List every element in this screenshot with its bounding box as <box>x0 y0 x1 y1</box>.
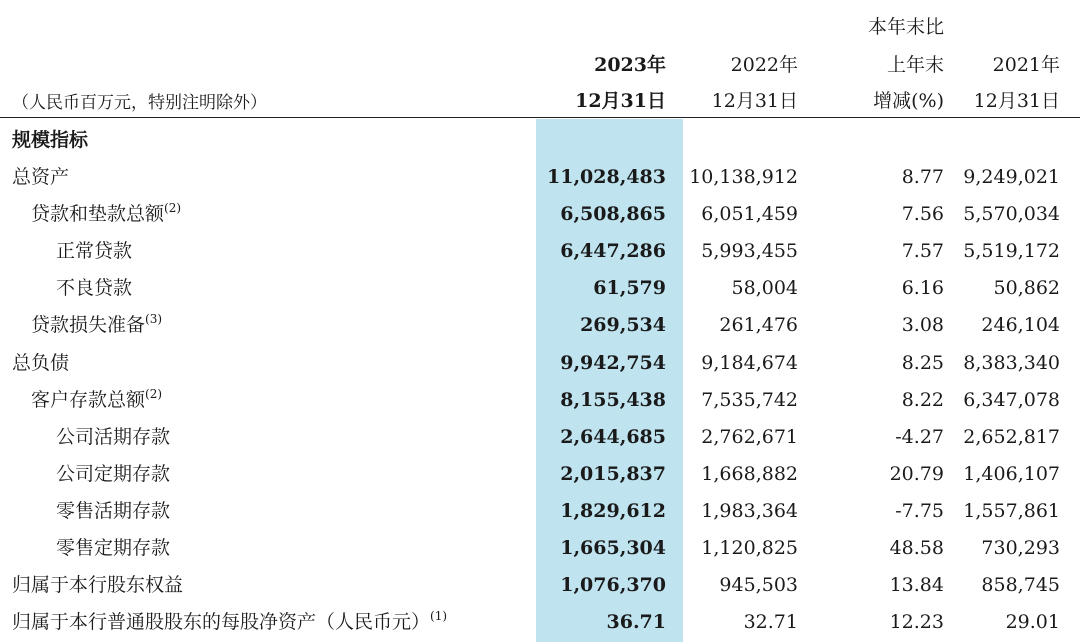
col2022-header-year: 2022年 <box>730 54 798 76</box>
value-change-pct: 12.23 <box>889 611 944 633</box>
footnote-marker: (3) <box>145 312 163 326</box>
row-label-text: 总资产 <box>12 166 70 188</box>
value-2022: 1,668,882 <box>701 463 798 485</box>
value-2023: 6,508,865 <box>560 203 666 225</box>
value-change-pct: 6.16 <box>901 277 944 299</box>
value-change-pct: 8.22 <box>901 389 944 411</box>
value-change-pct: 13.84 <box>889 574 944 596</box>
value-change-pct: 8.77 <box>901 166 944 188</box>
value-2021: 6,347,078 <box>963 389 1060 411</box>
row-label <box>12 166 69 188</box>
row-label-text: 贷款和垫款总额 <box>31 203 165 225</box>
value-change-pct: -4.27 <box>895 426 944 448</box>
row-label-text: 正常贷款 <box>56 240 133 262</box>
footnote-marker: (2) <box>164 201 182 215</box>
highlight-2023-column <box>536 119 683 642</box>
change-header-line1: 本年末比 <box>867 16 944 38</box>
row-label-text: 客户存款总额 <box>31 389 146 411</box>
row-label <box>56 426 170 448</box>
value-2023: 8,155,438 <box>560 389 666 411</box>
value-2023: 1,665,304 <box>560 537 666 559</box>
row-label-text: 公司活期存款 <box>56 426 171 448</box>
value-2023: 269,534 <box>580 314 666 336</box>
col2023-header-year: 2023年 <box>594 54 666 76</box>
row-label <box>56 240 132 262</box>
value-2023: 11,028,483 <box>547 166 666 188</box>
row-label-text: 不良贷款 <box>56 277 133 299</box>
value-2022: 32.71 <box>743 611 798 633</box>
value-2022: 261,476 <box>719 314 798 336</box>
row-label-text: 贷款损失准备 <box>31 314 146 336</box>
value-2021: 246,104 <box>981 314 1060 336</box>
value-2021: 5,519,172 <box>963 240 1060 262</box>
footnote-marker: (1) <box>430 609 448 623</box>
col2021-header-year: 2021年 <box>992 54 1060 76</box>
value-2022: 58,004 <box>731 277 798 299</box>
value-2022: 945,503 <box>719 574 798 596</box>
col2023-header-date: 12月31日 <box>575 90 666 112</box>
row-label <box>31 203 181 225</box>
value-change-pct: 20.79 <box>889 463 944 485</box>
value-2021: 9,249,021 <box>963 166 1060 188</box>
row-label-text: 归属于本行股东权益 <box>12 574 184 596</box>
value-2023: 1,076,370 <box>560 574 666 596</box>
row-label <box>56 463 170 485</box>
row-label <box>12 611 447 633</box>
row-label <box>12 352 69 374</box>
value-2021: 50,862 <box>993 277 1060 299</box>
value-2022: 10,138,912 <box>689 166 798 188</box>
value-2021: 1,406,107 <box>963 463 1060 485</box>
row-label <box>56 537 170 559</box>
header-divider <box>0 117 1080 118</box>
row-label <box>56 277 132 299</box>
col2021-header-date: 12月31日 <box>973 90 1060 112</box>
value-change-pct: -7.75 <box>895 500 944 522</box>
value-2021: 2,652,817 <box>963 426 1060 448</box>
value-2021: 858,745 <box>981 574 1060 596</box>
value-change-pct: 7.57 <box>901 240 944 262</box>
row-label-text: 零售活期存款 <box>56 500 171 522</box>
value-2023: 36.71 <box>606 611 666 633</box>
value-2023: 2,015,837 <box>560 463 666 485</box>
row-label-text: 零售定期存款 <box>56 537 171 559</box>
row-label <box>12 574 183 596</box>
value-2022: 9,184,674 <box>701 352 798 374</box>
value-2022: 1,120,825 <box>701 537 798 559</box>
row-label <box>56 500 170 522</box>
value-2022: 2,762,671 <box>701 426 798 448</box>
value-change-pct: 3.08 <box>901 314 944 336</box>
value-2021: 730,293 <box>981 537 1060 559</box>
section-title: 规模指标 <box>12 129 89 151</box>
value-change-pct: 7.56 <box>901 203 944 225</box>
value-change-pct: 8.25 <box>901 352 944 374</box>
value-2022: 1,983,364 <box>701 500 798 522</box>
value-2022: 7,535,742 <box>701 389 798 411</box>
footnote-marker: (2) <box>145 387 163 401</box>
value-2022: 5,993,455 <box>701 240 798 262</box>
value-2021: 29.01 <box>1005 611 1060 633</box>
value-2021: 5,570,034 <box>963 203 1060 225</box>
value-2023: 2,644,685 <box>560 426 666 448</box>
row-label-text: 归属于本行普通股股东的每股净资产（人民币元） <box>12 611 431 633</box>
row-label <box>31 314 162 336</box>
value-2023: 9,942,754 <box>560 352 666 374</box>
value-2023: 1,829,612 <box>560 500 666 522</box>
value-2021: 1,557,861 <box>963 500 1060 522</box>
value-2023: 61,579 <box>593 277 666 299</box>
value-2022: 6,051,459 <box>701 203 798 225</box>
unit-note: （人民币百万元，特别注明除外） <box>12 93 267 113</box>
value-2023: 6,447,286 <box>560 240 666 262</box>
value-change-pct: 48.58 <box>889 537 944 559</box>
change-header-line2: 上年末 <box>886 54 944 76</box>
row-label-text: 总负债 <box>12 352 70 374</box>
col2022-header-date: 12月31日 <box>711 90 798 112</box>
change-header-line3: 增减(%) <box>873 90 944 112</box>
row-label-text: 公司定期存款 <box>56 463 171 485</box>
value-2021: 8,383,340 <box>963 352 1060 374</box>
row-label <box>31 389 162 411</box>
